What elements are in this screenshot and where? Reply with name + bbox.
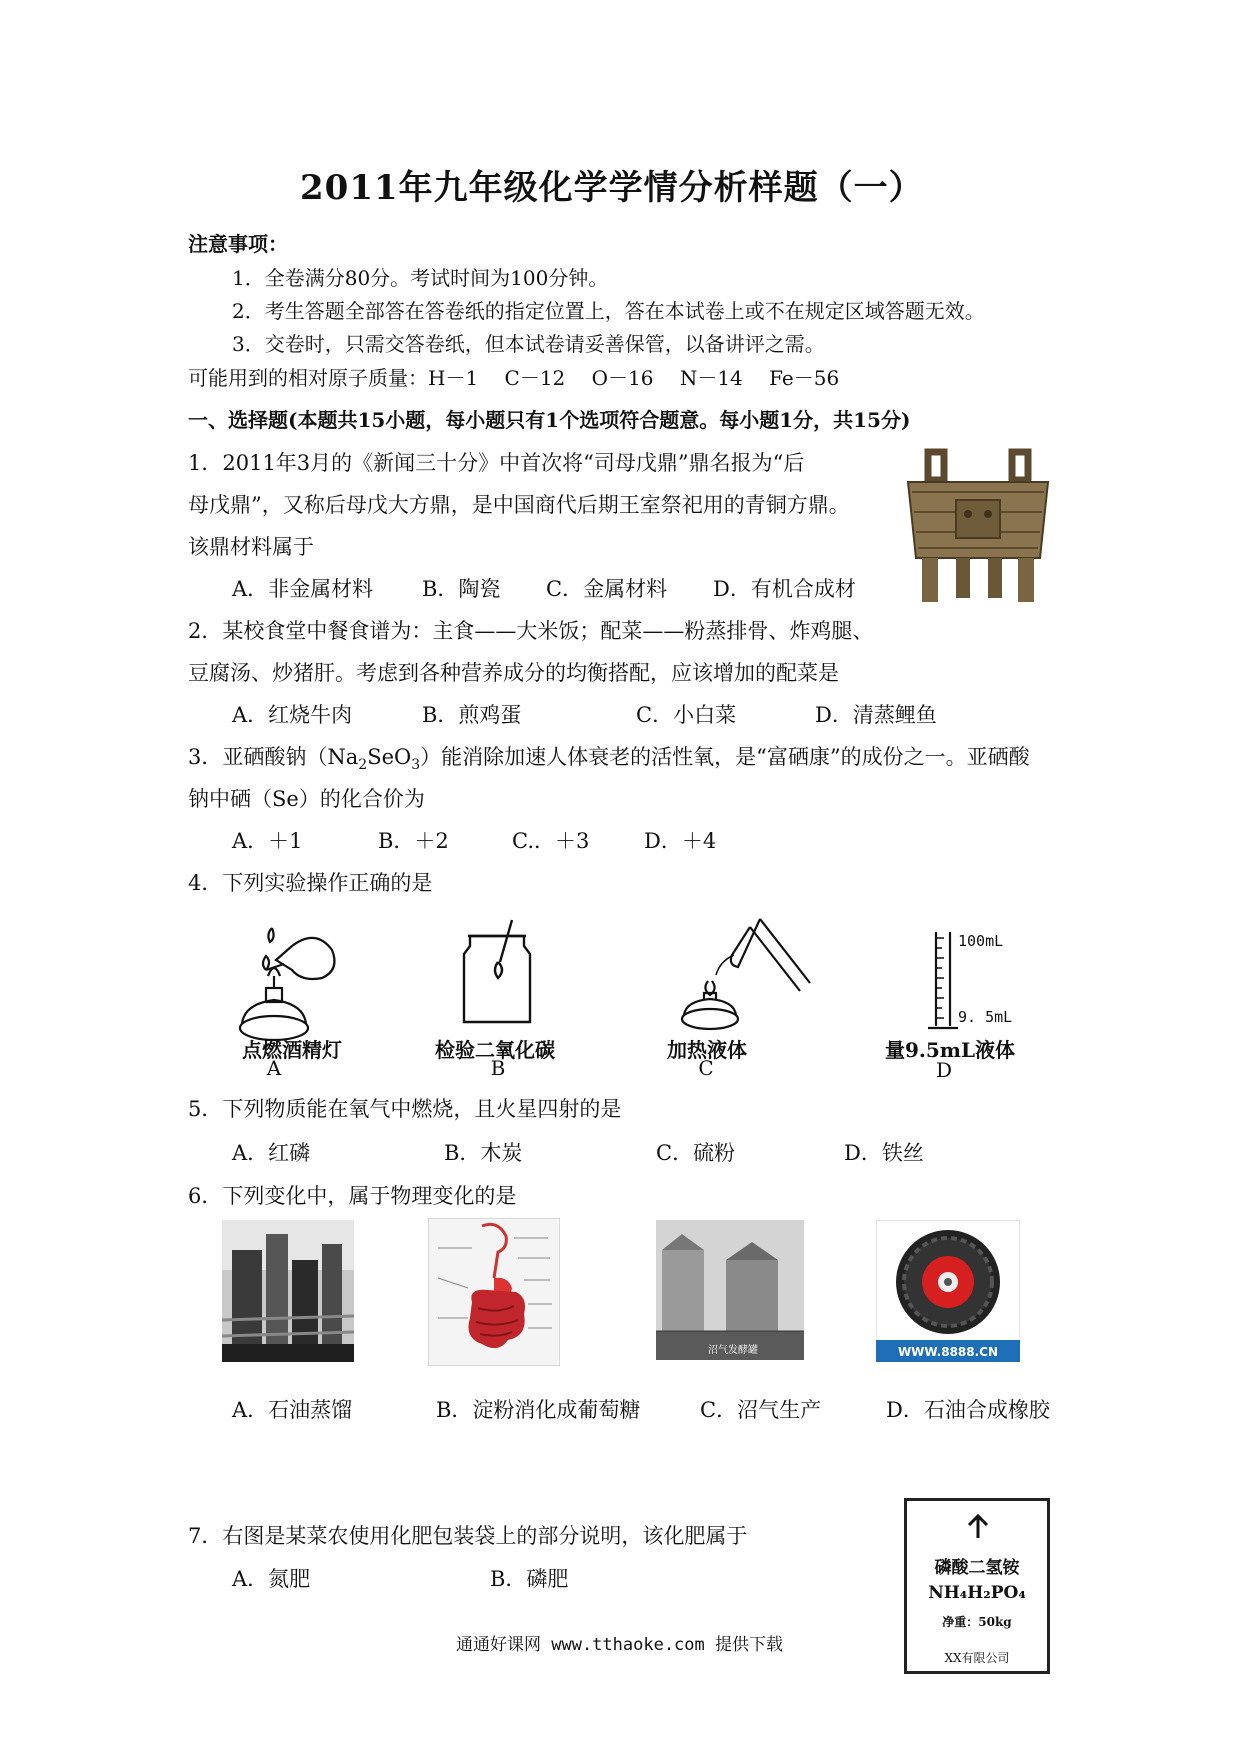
watermark-text: WWW.8888.CN xyxy=(897,1345,999,1359)
q3-option-a: A．＋1 xyxy=(232,829,303,853)
q7-option-a: A．氮肥 xyxy=(232,1567,311,1591)
q2-text: 豆腐汤、炒猪肝。考虑到各种营养成分的均衡搭配，应该增加的配菜是 xyxy=(188,661,839,685)
q5-option-c: C．硫粉 xyxy=(656,1141,736,1165)
footer-source: 通通好课网 www.tthaoke.com 提供下载 xyxy=(456,1635,783,1655)
q6-text: 6．下列变化中，属于物理变化的是 xyxy=(188,1184,517,1208)
q1-option-c: C．金属材料 xyxy=(546,577,668,601)
q4-letter-a: A xyxy=(266,1056,282,1080)
fertilizer-company: XX有限公司 xyxy=(944,1651,1010,1665)
q7-option-b: B．磷肥 xyxy=(490,1567,569,1591)
co2-test-diagram xyxy=(452,918,542,1028)
q7-text: 7．右图是某菜农使用化肥包装袋上的部分说明，该化肥属于 xyxy=(188,1524,748,1548)
bronze-ding-image xyxy=(898,448,1058,608)
q6-option-a: A．石油蒸馏 xyxy=(232,1398,353,1422)
q1-option-b: B．陶瓷 xyxy=(422,577,501,601)
heating-liquid-diagram xyxy=(672,915,812,1033)
rubber-tire-photo xyxy=(876,1220,1020,1362)
tank-label: 沼气发酵罐 xyxy=(708,1345,758,1356)
fertilizer-label xyxy=(904,1498,1050,1674)
q3-option-c: C.．＋3 xyxy=(512,829,590,853)
fertilizer-formula: NH₄H₂PO₄ xyxy=(928,1583,1026,1603)
q1-option-a: A．非金属材料 xyxy=(232,577,374,601)
page-title: 2011年九年级化学学情分析样题（一） xyxy=(300,168,924,208)
q2-text: 2．某校食堂中餐食谱为：主食——大米饭；配菜——粉蒸排骨、炸鸡腿、 xyxy=(188,619,874,643)
q1-text: 1．2011年3月的《新闻三十分》中首次将“司母戊鼎”鼎名报为“后 xyxy=(188,451,805,475)
q3-text-mid: SeO xyxy=(367,745,412,769)
alcohol-lamp-lighting-diagram xyxy=(232,920,362,1050)
q4-caption-c: 加热液体 xyxy=(667,1038,747,1062)
biogas-tank-photo xyxy=(656,1220,804,1360)
q6-option-c: C．沼气生产 xyxy=(700,1398,822,1422)
subscript: 2 xyxy=(358,757,368,774)
cylinder-top-label: 100mL xyxy=(958,932,1004,950)
q3-text xyxy=(188,741,1030,773)
notice-heading: 注意事项： xyxy=(188,232,288,256)
q4-text: 4．下列实验操作正确的是 xyxy=(188,871,433,895)
q6-option-d: D．石油合成橡胶 xyxy=(886,1398,1050,1422)
q4-letter-d: D xyxy=(935,1058,953,1082)
q3-text: 钠中硒（Se）的化合价为 xyxy=(188,787,425,811)
q5-option-a: A．红磷 xyxy=(232,1141,311,1165)
q5-text: 5．下列物质能在氧气中燃烧，且火星四射的是 xyxy=(188,1097,622,1121)
q2-option-d: D．清蒸鲤鱼 xyxy=(815,703,937,727)
upload-arrow-icon xyxy=(963,1511,993,1541)
q4-letter-c: C xyxy=(698,1056,714,1080)
q4-caption-d: 量9.5mL液体 xyxy=(884,1038,1016,1062)
digestive-system-diagram xyxy=(428,1218,560,1366)
q2-option-c: C．小白菜 xyxy=(636,703,737,727)
q4-caption-a: 点燃酒精灯 xyxy=(242,1038,342,1062)
q1-text: 该鼎材料属于 xyxy=(188,535,314,559)
notice-item: 3．交卷时，只需交答卷纸，但本试卷请妥善保管，以备讲评之需。 xyxy=(232,332,825,356)
subscript: 3 xyxy=(411,757,421,774)
fertilizer-name: 磷酸二氢铵 xyxy=(934,1558,1020,1578)
q3-option-b: B．＋2 xyxy=(378,829,449,853)
q3-text-pre: 3．亚硒酸钠（Na xyxy=(188,745,359,769)
q4-letter-b: B xyxy=(490,1056,506,1080)
q1-text: 母戊鼎”，又称后母戊大方鼎，是中国商代后期王室祭祀用的青铜方鼎。 xyxy=(188,493,850,517)
q3-text-post: ）能消除加速人体衰老的活性氧，是“富硒康”的成份之一。亚硒酸 xyxy=(420,745,1030,769)
notice-item: 2．考生答题全部答在答卷纸的指定位置上，答在本试卷上或不在规定区域答题无效。 xyxy=(232,299,985,323)
q2-option-b: B．煎鸡蛋 xyxy=(422,703,522,727)
q5-option-d: D．铁丝 xyxy=(844,1141,924,1165)
fertilizer-weight: 净重：50kg xyxy=(942,1615,1012,1629)
atomic-masses: 可能用到的相对原子质量：H－1 C－12 O－16 N－14 Fe－56 xyxy=(188,366,840,390)
q5-option-b: B．木炭 xyxy=(444,1141,523,1165)
notice-item: 1．全卷满分80分。考试时间为100分钟。 xyxy=(232,266,609,290)
cylinder-mark-label: 9. 5mL xyxy=(958,1008,1013,1026)
section-heading: 一、选择题(本题共15小题，每小题只有1个选项符合题意。每小题1分，共15分) xyxy=(188,408,911,432)
oil-refinery-photo xyxy=(222,1220,354,1362)
q3-option-d: D．＋4 xyxy=(644,829,717,853)
q6-option-b: B．淀粉消化成葡萄糖 xyxy=(436,1398,641,1422)
q2-option-a: A．红烧牛肉 xyxy=(232,703,353,727)
q1-option-d: D．有机合成材 xyxy=(713,577,856,601)
q4-caption-b: 检验二氧化碳 xyxy=(435,1038,555,1062)
